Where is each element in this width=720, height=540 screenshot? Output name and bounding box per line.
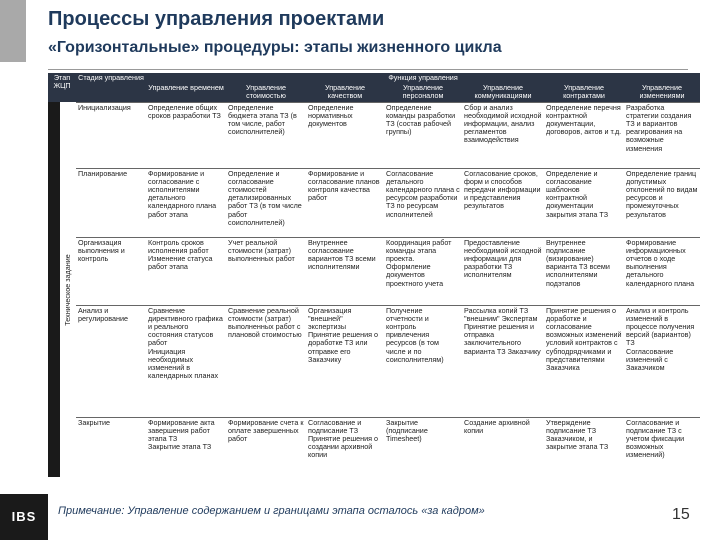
header-divider xyxy=(48,69,688,70)
table-cell: Разработка стратегии создания ТЗ и вариантов реагирования на возможные изменения xyxy=(624,102,700,168)
table-cell: Сравнение реальной стоимости (затрат) выполненных работ с плановой стоимостью xyxy=(226,305,306,417)
table-row xyxy=(48,168,700,237)
page-subtitle: «Горизонтальные» процедуры: этапы жизненного цикла xyxy=(48,39,502,56)
table-cell: Организация "внешней" экспертизы Принятие решения о доработке ТЗ или отправке его Заказчику xyxy=(306,305,384,417)
col-header-contracts: Управление контрактами xyxy=(544,83,624,102)
stage-cell: Инициализация xyxy=(76,102,146,168)
function-group-header: Функция управления xyxy=(146,73,700,83)
table-cell: Контроль сроков исполнения работ Изменение статуса работ этапа xyxy=(146,237,226,305)
table-cell: Создание архивной копии xyxy=(462,417,544,477)
table-cell: Формирование информационных отчетов о ходе выполнения детального календарного плана xyxy=(624,237,700,305)
table-cell: Предоставление необходимой исходной информации для разработки ТЗ исполнителям xyxy=(462,237,544,305)
table-cell: Получение отчетности и контроль привлечения ресурсов (в том числе и по соисполнителям) xyxy=(384,305,462,417)
table-cell: Анализ и контроль изменений в процессе получения версий (вариантов) ТЗ Согласование изменений с Заказчиком xyxy=(624,305,700,417)
table-cell: Координация работ команды этапа проекта. Оформление документов проектного учета xyxy=(384,237,462,305)
table-cell: Согласование и подписание ТЗ с учетом фиксации возможных изменений) xyxy=(624,417,700,477)
left-black-bar xyxy=(48,102,60,477)
stage-cell: Закрытие xyxy=(76,417,146,477)
table-row xyxy=(48,237,700,305)
table-row xyxy=(48,417,700,477)
table-cell: Формирование и согласование планов контроля качества работ xyxy=(306,168,384,237)
table-row xyxy=(48,305,700,417)
page-title: Процессы управления проектами xyxy=(48,8,385,30)
table-cell: Принятие решения о доработке и согласование возможных изменений условий контрактов с субподрядчиками и представителями Заказчика xyxy=(544,305,624,417)
mgmt-stage-header: Стадия управления xyxy=(76,73,146,102)
table-row xyxy=(48,102,700,168)
col-header-changes: Управление изменениями xyxy=(624,83,700,102)
side-label: Техническое задание xyxy=(62,253,72,326)
col-header-time: Управление временем xyxy=(146,83,226,102)
header-row-top xyxy=(48,73,700,83)
table-cell: Определение нормативных документов xyxy=(306,102,384,168)
table-cell: Утверждение подписание ТЗ Заказчиком, и закрытие этапа ТЗ xyxy=(544,417,624,477)
process-table xyxy=(48,73,700,477)
stage-cell: Организация выполнения и контроль xyxy=(76,237,146,305)
col-header-cost: Управление стоимостью xyxy=(226,83,306,102)
table-cell: Внутреннее согласование вариантов ТЗ всеми исполнителями xyxy=(306,237,384,305)
table-cell: Рассылка копий ТЗ "внешним" Экспертам Принятие решения и отправка заключительного варианта ТЗ Заказчику xyxy=(462,305,544,417)
stage-cell: Анализ и регулирование xyxy=(76,305,146,417)
col-header-communications: Управление коммуникациями xyxy=(462,83,544,102)
table-cell: Согласование и подписание ТЗ Принятие решения о создании архивной копии xyxy=(306,417,384,477)
table-cell: Внутреннее подписание (визирование) варианта ТЗ всеми исполнителями подэтапов xyxy=(544,237,624,305)
footer-note: Примечание: Управление содержанием и границами этапа осталось «за кадром» xyxy=(58,505,485,517)
table-cell: Учет реальной стоимости (затрат) выполненных работ xyxy=(226,237,306,305)
col-header-quality: Управление качеством xyxy=(306,83,384,102)
side-label-cell xyxy=(60,102,76,477)
table-cell: Определение и согласование шаблонов контрактной документации закрытия этапа ТЗ xyxy=(544,168,624,237)
table-cell: Формирование акта завершения работ этапа ТЗ Закрытие этапа ТЗ xyxy=(146,417,226,477)
ibs-logo: IBS xyxy=(0,494,48,540)
table-cell: Согласование сроков, форм и способов передачи информации и представления результатов xyxy=(462,168,544,237)
header-bar xyxy=(0,0,720,62)
header-stripe xyxy=(0,0,26,62)
stage-cell: Планирование xyxy=(76,168,146,237)
table-cell: Закрытие (подписание Timesheet) xyxy=(384,417,462,477)
table-cell: Определение бюджета этапа ТЗ (в том числе, работ соисполнителей) xyxy=(226,102,306,168)
table-cell: Определение общих сроков разработки ТЗ xyxy=(146,102,226,168)
stage-header: Этап ЖЦП xyxy=(48,73,76,102)
table-cell: Формирование счета к оплате завершенных работ xyxy=(226,417,306,477)
table-cell: Сравнение директивного графика и реального состояния статусов работ Инициация необходимых изменений в календарных планах xyxy=(146,305,226,417)
table-cell: Сбор и анализ необходимой исходной информации, анализ регламентов взаимодействия xyxy=(462,102,544,168)
table-cell: Определение перечня контрактной документации, договоров, актов и т.д. xyxy=(544,102,624,168)
table-cell: Определение команды разработки ТЗ (состав рабочей группы) xyxy=(384,102,462,168)
table-cell: Определение границ допустимых отклонений по видам ресурсов и промежуточных результатов xyxy=(624,168,700,237)
table-cell: Согласование детального календарного плана с ресурсом разработки ТЗ по ресурсам исполнителей xyxy=(384,168,462,237)
page-number: 15 xyxy=(672,506,690,523)
table-cell: Определение и согласование стоимостей детализированных работ ТЗ (в том числе работ соисполнителей) xyxy=(226,168,306,237)
col-header-personnel: Управление персоналом xyxy=(384,83,462,102)
header-row-columns xyxy=(48,83,700,102)
table-cell: Формирование и согласование с исполнителями детального календарного плана работ этапа xyxy=(146,168,226,237)
